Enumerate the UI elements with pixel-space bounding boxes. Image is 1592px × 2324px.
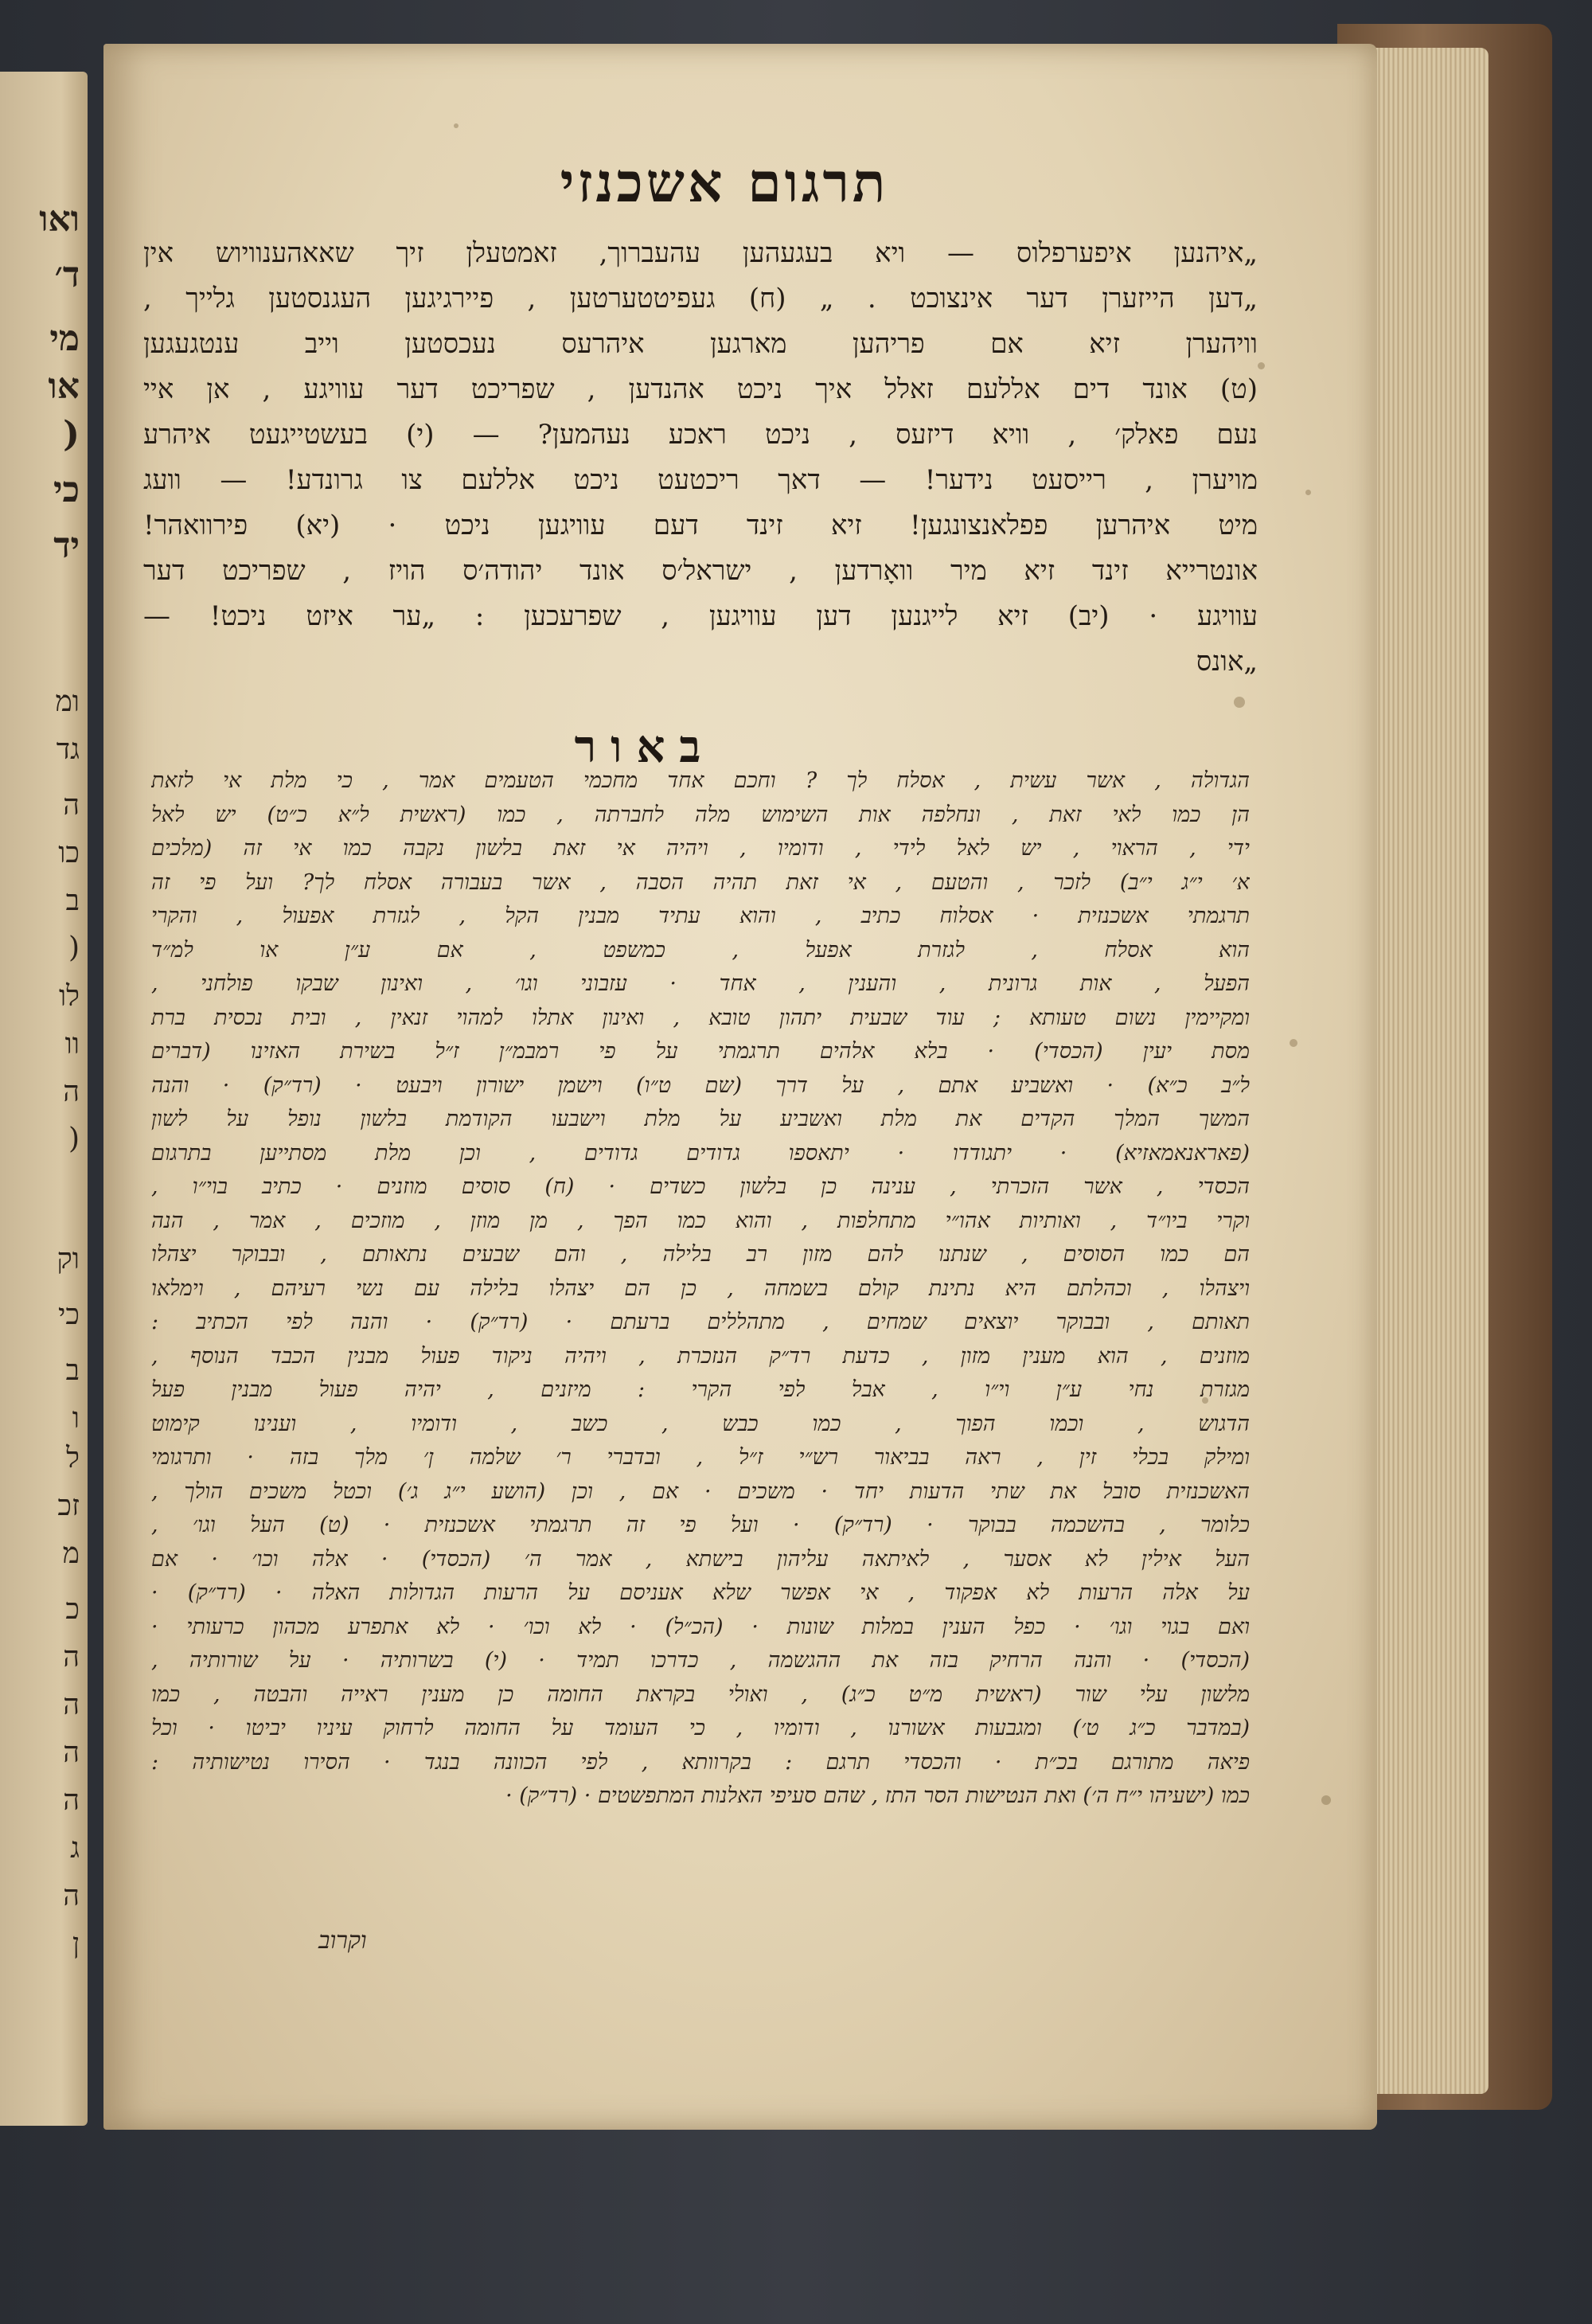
commentary-line: הגדולה , אשר עשית , אסלח לך ? וחכם אחד מחכמי הטעמים אמר , כי מלת אי לזאת — [151, 768, 1250, 793]
commentary-line: (במדבר כ״ג ט׳) ומגבעות אשורנו , ודומיו , כי העומד על החומה לרחוק עיניו יביטו · וכל — [151, 1716, 1250, 1740]
translation-line: „דען הייזערן דער אינצוכט . „ (ח) געפיטטערטען , פיירגיגען העגנסטען גלייך , — [143, 283, 1258, 314]
left-page-fragment: או — [48, 366, 80, 407]
left-page-fragment: כי — [57, 1299, 80, 1331]
commentary-line: העל אילין לא אסער , לאיתאה עליהון בישתא , אמר ה׳ (הכסדי) · אלה וכו׳ · אם — [151, 1546, 1250, 1572]
left-page-fragment: כ — [65, 1593, 80, 1626]
commentary-line: מסת יעין (הכסדי) · בלא אלהים תרגמתי על פי רמבמ״ן ז״ל בשירת האזינו (דברים — [151, 1039, 1250, 1064]
commentary-line: כמו (ישעיהו י״ח ה׳) ואת הנטישות הסר התז , שהם סעיפי האלנות המתפשטים · (רד״ק) · — [505, 1783, 1250, 1808]
left-page-fragment: לו — [58, 980, 80, 1013]
catchword: וקרוב — [318, 1927, 367, 1955]
translation-line: „אונס — [1196, 646, 1258, 678]
commentary-line: על אלה הרעות לא אפקוד , אי אפשר שלא אעניסם על הרעות הגדולות האלה · (רד״ק) · — [151, 1580, 1250, 1605]
commentary-line: הוא אסלח , לגזרת אפעל , כמשפט , אם ע״ן או למ״ד — [151, 937, 1250, 963]
translation-line: וויהערן זיא אם פריהען מארגען איהרעס נעכסטען וייב ענטגעגען — [143, 328, 1258, 360]
page-title: תרגום אשכנזי — [560, 151, 889, 215]
commentary-line: תרגמתי אשכנזית · אסלוח כתיב , והוא עתיד מבנין הקל , לגזרת אפעול , והקרי — [151, 904, 1250, 928]
commentary-line: המשך המלך הקדים את מלת ואשביע על מלת וישבעו הקודמת בלשון נופל על לשון — [151, 1107, 1250, 1131]
commentary-line: כלומר , בהשכמה בבוקר · (רד״ק) · ועל פי זה תרגמתי אשכנזית · (ט) העל וגו׳ , — [151, 1513, 1250, 1537]
commentary-line: תאותם , ובבוקר יוצאים שמחים , מתהללים ברעתם · (רד״ק) · והנה לפי הכתיב : — [151, 1310, 1250, 1334]
commentary-line: א׳ י״ג י״ב) לזכר , והטעם , אי זאת תהיה הסבה , אשר בעבורה אסלח לך? ועל פי זה — [151, 869, 1250, 895]
left-page-fragment: גד — [56, 733, 80, 766]
left-page-fragment: כי — [53, 470, 80, 510]
commentary-line: הכסדי , אשר הזכרתי , ענינה כן בלשון כשדים · (ח) סוסים מוזנים · כתיב בוי״ו , — [151, 1174, 1250, 1199]
translation-line: עוויגע · (יב) זיא לייגנען דען עוויגען , שפרעכען : „ער איזט ניכט! — — [143, 600, 1258, 632]
commentary-line: האשכנזית סובל את שתי הדעות יחד · משכים · אם , וכן (הושע י״ג ג׳) וכטל משכים הולך , — [151, 1478, 1250, 1504]
left-page-fragment: ה — [63, 1880, 80, 1912]
left-page-fragment: ל — [66, 1442, 80, 1474]
left-page-fragment: ה — [63, 1689, 80, 1721]
commentary-line: (פאראנאמאזיא) · יתגודדו · יתאספו גדודים גדודים , וכן מלת מסתייען בתרגום — [151, 1140, 1250, 1166]
foxing-spot — [1290, 1039, 1297, 1047]
commentary-line: ומילק בכלי זין , ראה בביאור רש״י ז״ל , ובדברי ר׳ שלמה ן׳ מלך בזה · ותרגומי — [151, 1445, 1250, 1470]
translation-line: נעם פאלק׳ , וויא דיזעס , ניכט ראכע נעהמען? — (י) בעשטייגעט איהרע — [143, 419, 1258, 451]
commentary-heading: באור — [574, 721, 716, 773]
commentary-line: מלשון עלי שור (ראשית מ״ט כ״ג) , ואולי בקראת החומה כן מענין ראייה והבטה , כמו — [151, 1681, 1250, 1707]
left-page-fragment: ב — [65, 1354, 80, 1387]
left-page-fragment: ה — [63, 1736, 80, 1769]
translation-line: אונטרייא זינד זיא מיר וואָרדען , ישראל׳ס אונד יהודה׳ס הויז , שפריכט דער — [143, 555, 1258, 587]
left-page-fragment: מ — [62, 1537, 80, 1570]
left-page-fragment: ו — [72, 1402, 80, 1435]
foxing-spot — [1234, 697, 1245, 708]
translation-line: (ט) אונד דים אללעם זאלל איך ניכט אהנדען , שפריכט דער עוויגע , אן איי — [143, 373, 1258, 405]
commentary-line: וקרי ביו״ד , ואותיות אהו״י מתחלפות , והוא כמו הפך , מן מוזן , מוזכים , אמר , הנה — [151, 1208, 1250, 1233]
translation-text — [143, 231, 1258, 685]
foxing-spot — [1321, 1795, 1331, 1805]
commentary-line: ואם בגוי וגו׳ · כפל הענין במלות שונות · (הכ״ל) · לא וכו׳ · לא אתפרע מכהון כרעותי · — [151, 1614, 1250, 1639]
left-page-fragment: ה — [63, 1641, 80, 1674]
left-page-fragment: ד׳ — [54, 255, 80, 295]
commentary-line: ויצהלו , וכהלתם היא נתינת קולם בשמחה , כן הם יצהלו בלילה עם נשי רעיהם , וימלאו — [151, 1275, 1250, 1301]
foxing-spot — [1258, 362, 1265, 369]
commentary-line: הפעל , אות גרונית , והענין , אחד · עזבוני וגו׳ , ואינון שבקו פולחני , — [151, 971, 1250, 996]
translation-line: „איהנען איפערפלוס — ויא בעגעהען עהעברוך, זאמטעלן זיך שאאהענוויוש אין — [143, 237, 1258, 269]
left-page-fragment: זכ — [57, 1490, 80, 1522]
left-page-fragment: ומ — [55, 685, 80, 718]
left-page-fragment: ב — [65, 885, 80, 917]
left-page-fragment: מי — [49, 318, 80, 359]
left-page-fragment: כו — [58, 837, 80, 869]
commentary-line: הדגוש , וכמו הפוך , כמו כבש , כשב , ודומיו , וענינו קימוט — [151, 1411, 1250, 1436]
left-page-fragment: ואו — [39, 199, 80, 240]
left-page-fragment: וק — [57, 1243, 80, 1275]
left-page-fragment: ה — [63, 1784, 80, 1817]
left-page-fragment: ן — [72, 1928, 80, 1960]
left-page-fragment: ה — [63, 1076, 80, 1108]
commentary-line: ומקיימין נשום טעותא ; עוד שבעית יתהון טובא , ואינון אתלו למהוי זנאין , ובית נכסית ברת — [151, 1005, 1250, 1030]
commentary-line: הם כמו הסוסים , שנתנו להם מזון רב בלילה , והם שבעים נתאותם , ובבוקר יצהלו — [151, 1242, 1250, 1267]
commentary-line: הן כמו לאי זאת , ונחלפה אות השימוש מלה לחברתה , כמו (ראשית ל״א כ״ט) יש לאל — [151, 802, 1250, 827]
translation-line: מיט איהרען פפלאנצונגען! זיא זינד דעם עוויגען ניכט · (יא) פירוואהר! — [143, 510, 1258, 541]
left-page-fragment: יד — [53, 525, 80, 566]
commentary-line: מגזרת נחי ע״ן וי״ו , אבל לפי הקרי : מיזנים , יהיה פעול מבנין פעל — [151, 1377, 1250, 1402]
left-page-fragment: וו — [64, 1028, 80, 1060]
foxing-spot — [454, 123, 458, 128]
translation-line: מויערן , רייסעט נידער! — דאך ריכטעט ניכט אללעם צו גרונדע! — וועג — [143, 464, 1258, 496]
commentary-line: פיאה מתורגם בכ״ת · והכסדי תרגם : בקרוותא , לפי הכוונה בנגד · הסירו נטישותיה : — [151, 1749, 1250, 1775]
commentary-line: ידי , הראוי , יש לאל לידי , ודומיו , ויהיה אי זאת בלשון נקבה כמו אי זה (מלכים — [151, 836, 1250, 861]
page-edges — [1361, 48, 1489, 2094]
left-page-fragment: ( — [68, 932, 80, 964]
left-page-fragment: ( — [68, 1123, 80, 1155]
previous-page-sliver — [0, 72, 88, 2126]
commentary-text — [151, 764, 1250, 1814]
foxing-spot — [1305, 490, 1311, 495]
commentary-line: (הכסדי) · והנה הרחיק בזה את ההגשמה , כדרכו תמיד · (י) בשרותיה · על שורותיה , — [151, 1648, 1250, 1673]
left-page-fragment: ה — [63, 789, 80, 822]
commentary-line: ל״ב כ״א) · ואשביע אתם , על דרך (שם ט״ו) וישמן ישורון ויבעט · (רד״ק) · והנה — [151, 1072, 1250, 1098]
left-page-fragment: ג — [70, 1832, 80, 1865]
left-page-fragment: ( — [63, 414, 80, 455]
commentary-line: מוזנים , הוא מענין מזון , כדעת רד״ק הנזכרת , ויהיה ניקוד פעול מבנין הכבד הנוסף , — [151, 1343, 1250, 1369]
